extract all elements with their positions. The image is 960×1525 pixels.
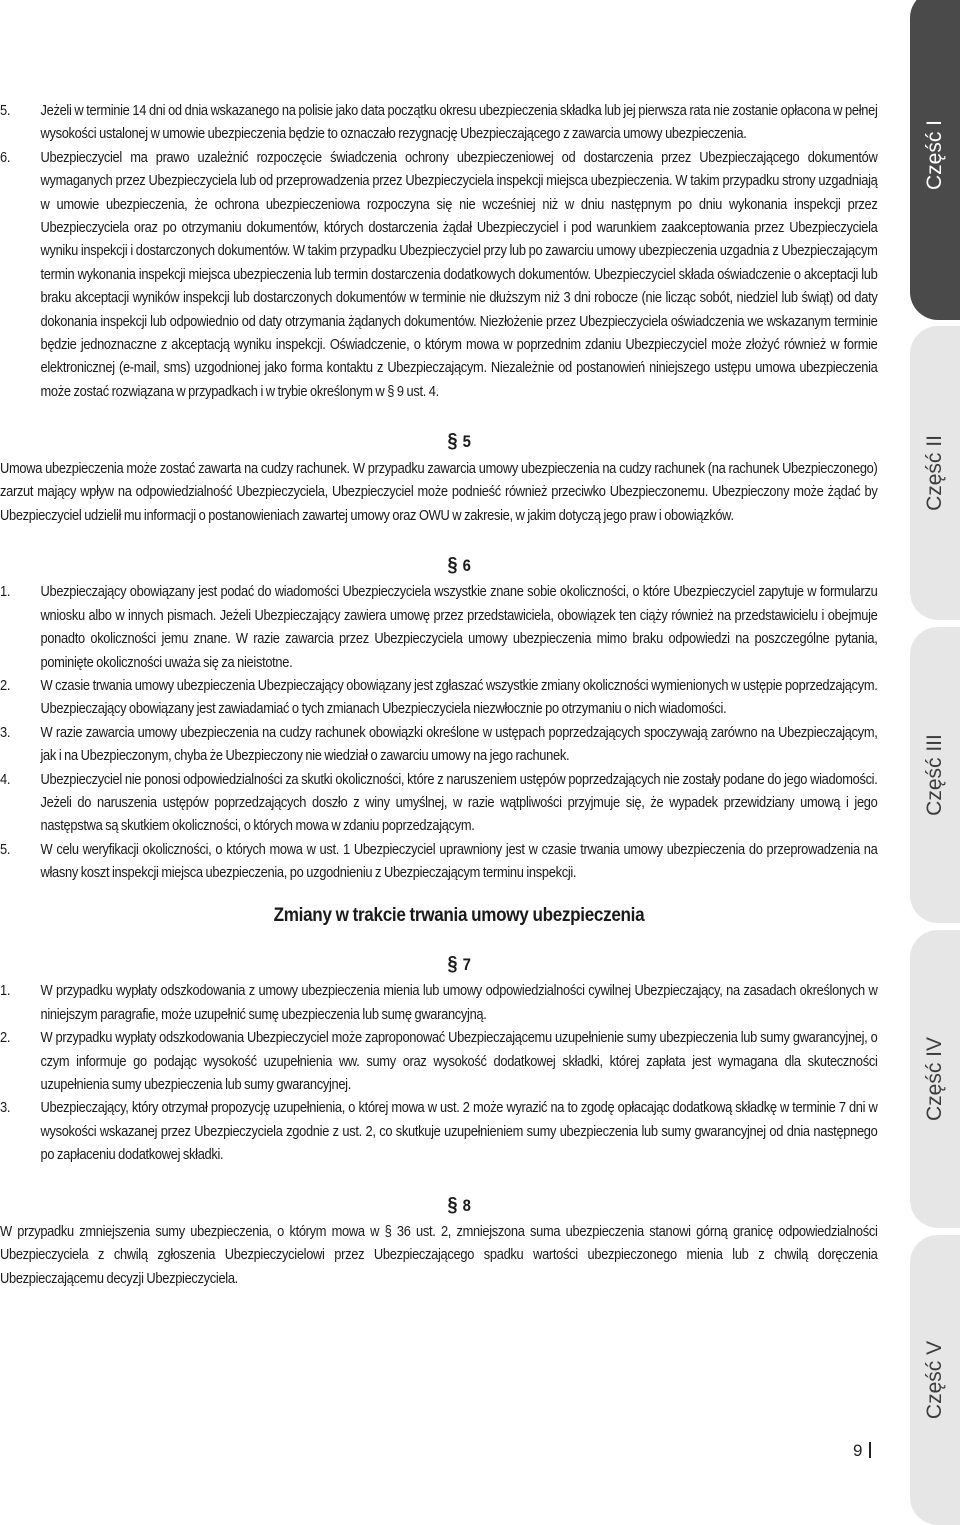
item-text: Ubezpieczyciel ma prawo uzależnić rozpoczęcie świadczenia ochrony ubezpieczeniowej od dostarczenia przez Ubezpieczającego dokumentów wymaganych przez Ubezpieczyciela lub od przeprowadzenia przez Ubezpieczyciela inspekcji miejsca ubezpieczenia. W takim przypadku strony uzgadniają w umowie ubezpieczenia, że ochrona ubezpieczeniowa rozpoczyna się nie wcześniej niż w dniu następnym po dniu wykonania inspekcji przez Ubezpieczyciela oraz po otrzymaniu dokumentów, których dostarczenia żądał Ubezpieczyciel i pod warunkiem zaakceptowania przez Ubezpieczyciela wyniku inspekcji i dostarczonych dokumentów. W takim przypadku Ubezpieczyciel przy lub po zawarciu umowy ubezpieczenia uzgadnia z Ubezpieczającym termin wykonania inspekcji miejsca ubezpieczenia lub termin dostarczenia dodatkowych dokumentów. Ubezpieczyciel składa oświadczenie o akceptacji lub braku akceptacji wyników inspekcji lub dostarczonych dokumentów w terminie nie dłuższym niż 3 dni robocze (nie licząc sobót, niedziel lub świąt) od daty dokonania inspekcji lub odpowiednio od daty otrzymania żądanych dokumentów. Niezłożenie przez Ubezpieczyciela oświadczenia we wskazanym terminie będzie jednoznaczne z akceptacją wyniku inspekcji. Oświadczenie, o którym mowa w poprzednim zdaniu Ubezpieczyciel może złożyć również w formie elektronicznej (e-mail, sms) uzgodnionej jako forma kontaktu z Ubezpieczającym. Niezależnie od postanowień niniejszego ustępu umowa ubezpieczenia może zostać rozwiązana w przypadkach i w trybie określonym w § 9 ust. 4. bbox=[40, 149, 878, 400]
part-tabs bbox=[908, 0, 960, 1515]
section-title-7: § 7 bbox=[447, 953, 471, 975]
tab-label: Część I bbox=[923, 119, 947, 191]
list-item: 5. Jeżeli w terminie 14 dni od dnia wskazanego na polisie jako data początku okresu ubezpieczenia składka lub jej pierwsza rata nie zostanie opłacona w pełnej wysokości ustalonej w umowie ubezpieczenia będzie to oznaczało rezygnację Ubezpieczającego z zawarcia umowy ubezpieczenia. bbox=[0, 103, 878, 143]
item-text: Jeżeli w terminie 14 dni od dnia wskazanego na polisie jako data początku okresu ubezpieczenia składka lub jej pierwsza rata nie zostanie opłacona w pełnej wysokości ustalonej w umowie ubezpieczenia będzie to oznaczało rezygnację Ubezpieczającego z zawarcia umowy ubezpieczenia. bbox=[40, 103, 878, 143]
list-item: 5. W celu weryfikacji okoliczności, o których mowa w ust. 1 Ubezpieczyciel uprawniony jest w czasie trwania umowy ubezpieczenia do przeprowadzenia na własny koszt inspekcji miejsca ubezpieczenia, po uzgodnieniu z Ubezpieczającym terminu inspekcji. bbox=[0, 841, 878, 882]
list-item: 1. Ubezpieczający obowiązany jest podać do wiadomości Ubezpieczyciela wszystkie znane sobie okoliczności, o które Ubezpieczyciel zapytuje w formularzu wniosku albo w innych pismach. Jeżeli Ubezpieczający zawiera umowę przez przedstawiciela, obowiązek ten ciąży również na przedstawicielu i obejmuje ponadto okoliczności jemu znane. W razie zawarcia przez Ubezpieczyciela umowy ubezpieczenia mimo braku odpowiedzi na poszczególne pytania, pominięte okoliczności uważa się za nieistotne. bbox=[0, 584, 878, 671]
chapter-heading: Zmiany w trakcie trwania umowy ubezpieczenia bbox=[273, 904, 645, 926]
section-title-8: § 8 bbox=[447, 1193, 471, 1216]
page-number-bar bbox=[869, 1442, 871, 1458]
tab-label: Część III bbox=[923, 734, 946, 816]
section-8-text: W przypadku zmniejszenia sumy ubezpieczenia, o którym mowa w § 36 ust. 2, zmniejszona suma ubezpieczenia stanowi górną granicę odpowiedzialności Ubezpieczyciela z chwilą zgłoszenia Ubezpieczycielowi przez Ubezpieczającego spadku wartości ubezpieczonego mienia lub z chwilą doręczenia Ubezpieczającemu decyzji Ubezpieczyciela. bbox=[0, 1224, 878, 1287]
tab-label: Część II bbox=[923, 435, 947, 511]
tab-part-2[interactable] bbox=[910, 326, 960, 620]
list-item: 2. W przypadku wypłaty odszkodowania Ubezpieczyciel może zaproponować Ubezpieczającemu uzupełnienie sumy ubezpieczenia lub sumy gwarancyjnej, o czym informuje go podając wysokość uzupełnienia ww. sumy oraz wysokość dodatkowej składki, której zapłata jest wymagana dla skuteczności uzupełnienia sumy ubezpieczenia lub sumy gwarancyjnej. bbox=[0, 1030, 878, 1094]
tab-label: Część V bbox=[923, 1340, 946, 1420]
list-item: 6. Ubezpieczyciel ma prawo uzależnić rozpoczęcie świadczenia ochrony ubezpieczeniowej od dostarczenia przez Ubezpieczającego dokumentów wymaganych przez Ubezpieczyciela lub od przeprowadzenia przez Ubezpieczyciela inspekcji miejsca ubezpieczenia. W takim przypadku strony uzgadniają w umowie ubezpieczenia, że ochrona ubezpieczeniowa rozpoczyna się nie wcześniej niż w dniu następnym po dniu wykonania inspekcji przez Ubezpieczyciela oraz po otrzymaniu dokumentów, których dostarczenia żądał Ubezpieczyciel i pod warunkiem zaakceptowania przez Ubezpieczyciela wyniku inspekcji i dostarczonych dokumentów. W takim przypadku Ubezpieczyciel przy lub po zawarciu umowy ubezpieczenia uzgadnia z Ubezpieczającym termin wykonania inspekcji miejsca ubezpieczenia lub termin dostarczenia dodatkowych dokumentów. Ubezpieczyciel składa oświadczenie o akceptacji lub braku akceptacji wyników inspekcji lub dostarczonych dokumentów w terminie nie dłuższym niż 3 dni robocze (nie licząc sobót, niedziel lub świąt) od daty dokonania inspekcji lub odpowiednio od daty otrzymania żądanych dokumentów. Niezłożenie przez Ubezpieczyciela oświadczenia we wskazanym terminie będzie jednoznaczne z akceptacją wyniku inspekcji. Oświadczenie, o którym mowa w poprzednim zdaniu Ubezpieczyciel może złożyć również w formie elektronicznej (e-mail, sms) uzgodnionej jako forma kontaktu z Ubezpieczającym. Niezależnie od postanowień niniejszego ustępu umowa ubezpieczenia może zostać rozwiązana w przypadkach i w trybie określonym w § 9 ust. 4. bbox=[0, 149, 878, 400]
document-body bbox=[0, 100, 878, 1291]
section-5-text: Umowa ubezpieczenia może zostać zawarta na cudzy rachunek. W przypadku zawarcia umowy ubezpieczenia na cudzy rachunek (na rachunek Ubezpieczonego) zarzut mający wpływ na odpowiedzialność Ubezpieczyciela, Ubezpieczyciel może podnieść również przeciwko Ubezpieczonemu. Ubezpieczony może żądać by Ubezpieczyciel udzielił mu informacji o postanowieniach zawartej umowy oraz OWU w zakresie, w jakim dotyczą jego praw i obowiązków. bbox=[0, 460, 878, 524]
tab-label: Część IV bbox=[923, 1036, 946, 1122]
section-title-5: § 5 bbox=[447, 430, 471, 453]
list-item: 2. W czasie trwania umowy ubezpieczenia Ubezpieczający obowiązany jest zgłaszać wszystkie zmiany okoliczności wymienionych w ustępie poprzedzającym. Ubezpieczający obowiązany jest zawiadamiać o tych zmianach Ubezpieczyciela niezwłocznie po otrzymaniu o nich wiadomości. bbox=[0, 677, 878, 718]
list-item: 3. W razie zawarcia umowy ubezpieczenia na cudzy rachunek obowiązki określone w ustępach poprzedzających spoczywają zarówno na Ubezpieczającym, jak i na Ubezpieczonym, chyba że Ubezpieczony nie wiedział o zawarciu umowy na jego rachunek. bbox=[0, 724, 878, 765]
tab-part-5[interactable] bbox=[910, 1235, 960, 1525]
page-number: 9 bbox=[853, 1441, 871, 1461]
tab-part-3[interactable] bbox=[910, 627, 960, 923]
list-item: 1. W przypadku wypłaty odszkodowania z umowy ubezpieczenia mienia lub umowy odpowiedzialności cywilnej Ubezpieczający, na zasadach określonych w niniejszym paragrafie, może uzupełnić sumę ubezpieczenia lub sumę gwarancyjną. bbox=[0, 983, 878, 1023]
tab-part-4[interactable] bbox=[910, 930, 960, 1228]
list-item: 4. Ubezpieczyciel nie ponosi odpowiedzialności za skutki okoliczności, które z naruszeniem ustępów poprzedzających nie zostały podane do jego wiadomości. Jeżeli do naruszenia ustępów poprzedzających doszło z winy umyślnej, w razie wątpliwości przyjmuje się, że wypadek przewidziany umową i jego następstwa są skutkiem okoliczności, o których mowa w zdaniu poprzedzającym. bbox=[0, 771, 878, 835]
section-title-6: § 6 bbox=[447, 553, 471, 576]
list-item: 3. Ubezpieczający, który otrzymał propozycję uzupełnienia, o której mowa w ust. 2 może wyrazić na to zgodę opłacając dodatkową składkę w terminie 7 dni w wysokości wskazanej przez Ubezpieczyciela zgodnie z ust. 2, co skutkuje uzupełnieniem sumy ubezpieczenia lub sumy gwarancyjnej od dnia następnego po zapłaceniu dodatkowej składki. bbox=[0, 1100, 878, 1164]
tab-part-1[interactable] bbox=[910, 0, 960, 320]
